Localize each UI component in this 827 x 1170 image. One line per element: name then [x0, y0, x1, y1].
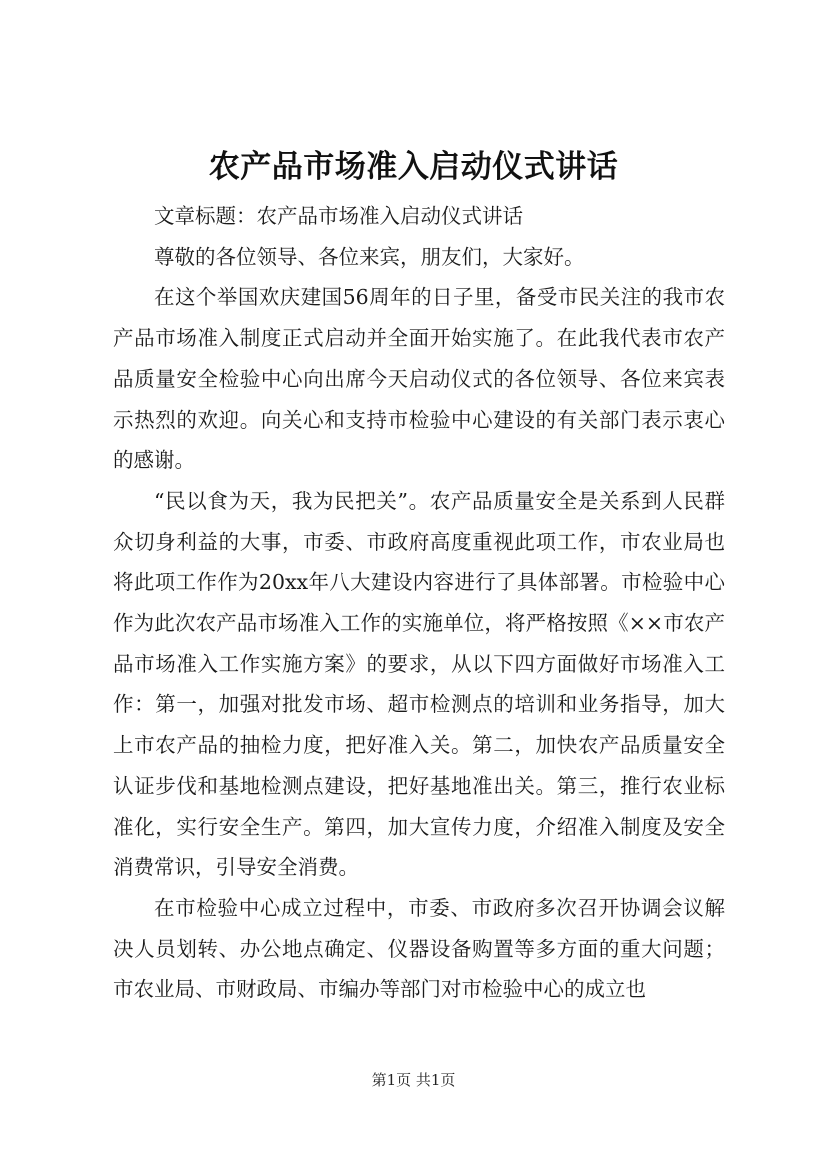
body-paragraph-2: “民以食为天，我为民把关”。农产品质量安全是关系到人民群众切身利益的大事，市委、市政府高度重视此项工作，市农业局也将此项工作作为20xx年八大建设内容进行了具体部署。市检验中心作为此次农产品市场准入工作的实施单位，将严格按照《××市农产品市场准入工作实施方案》的要求，从以下四方面做好市场准入工作：第一，加强对批发市场、超市检测点的培训和业务指导，加大上市农产品的抽检力度，把好准入关。第二，加快农产品质量安全认证步伐和基地检测点建设，把好基地准出关。第三，推行农业标准化，实行安全生产。第四，加大宣传力度，介绍准入制度及安全消费常识，引导安全消费。 [113, 488, 725, 880]
article-title-line: 文章标题：农产品市场准入启动仪式讲话 [154, 204, 523, 228]
document-title: 农产品市场准入启动仪式讲话 [208, 149, 619, 185]
body-paragraph-1: 在这个举国欢庆建国56周年的日子里，备受市民关注的我市农产品市场准入制度正式启动并全面开始实施了。在此我代表市农产品质量安全检验中心向出席今天启动仪式的各位领导、各位来宾表示热烈的欢迎。向关心和支持市检验中心建设的有关部门表示衷心的感谢。 [113, 285, 725, 473]
page-number-footer: 第1页 共1页 [371, 1071, 456, 1089]
body-paragraph-3: 在市检验中心成立过程中，市委、市政府多次召开协调会议解决人员划转、办公地点确定、仪器设备购置等多方面的重大问题；市农业局、市财政局、市编办等部门对市检验中心的成立也 [113, 895, 725, 1002]
document-body [113, 196, 725, 1010]
greeting-paragraph: 尊敬的各位领导、各位来宾，朋友们，大家好。 [154, 244, 585, 269]
